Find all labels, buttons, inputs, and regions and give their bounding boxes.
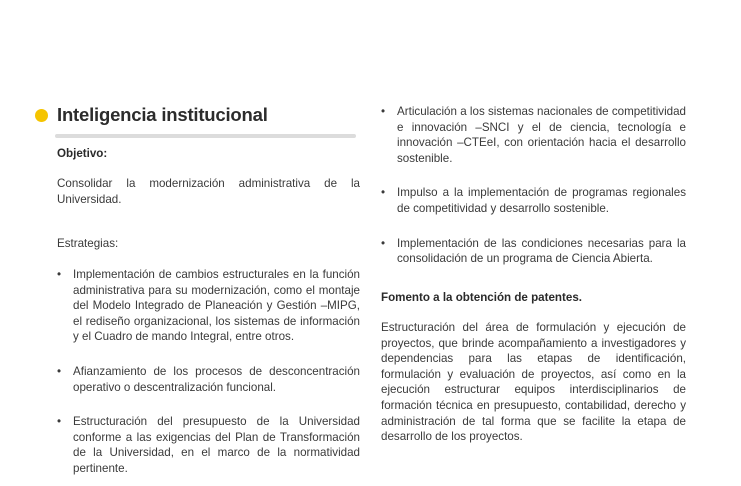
list-item (57, 414, 360, 476)
list-item (381, 185, 686, 216)
section-heading (35, 104, 268, 126)
list-item (381, 236, 686, 267)
bullet-dot-icon (35, 109, 48, 122)
list-item-text: Estructuración del presupuesto de la Universidad conforme a las exigencias del Plan de Transformación de la Universidad, en el marco de la normatividad pertinente. (73, 415, 360, 475)
patents-label: Fomento a la obtención de patentes. (381, 291, 582, 304)
list-item-text: Afianzamiento de los procesos de desconcentración operativo o descentralización funcional. (73, 364, 360, 394)
strategies-list-continued (381, 104, 686, 267)
list-item-text: Implementación de las condiciones necesarias para la consolidación de un programa de Ciencia Abierta. (397, 236, 686, 266)
section-title: Inteligencia institucional (57, 104, 268, 125)
patents-text: Estructuración del área de formulación y ejecución de proyectos, que brinde acompañamiento a investigadores y dependencias para las etapas de identificación, formulación y evaluación de proyectos, así como en la ejecución estructurar equipos interdisciplinarios de formación técnica en presupuesto, contabilidad, derecho y administración de tal forma que se facilite la etapa de desarrollo de los proyectos. (381, 321, 686, 444)
objective-label: Objetivo: (57, 147, 108, 160)
section-underline (55, 134, 356, 138)
bullet-icon: • (57, 364, 62, 378)
list-item (57, 364, 360, 395)
bullet-icon: • (57, 415, 62, 429)
strategies-label: Estrategias: (57, 237, 119, 250)
list-item (381, 104, 686, 166)
bullet-icon: • (57, 268, 62, 281)
bullet-icon: • (381, 236, 386, 250)
bullet-icon: • (381, 186, 386, 200)
list-item-text: Articulación a los sistemas nacionales de competitividad e innovación –SNCI y el de ciencia, tecnología e innovación –CTEeI, con orientación hacia el desarrollo sostenible. (397, 105, 686, 165)
list-item (57, 267, 360, 345)
objective-text: Consolidar la modernización administrativa de la Universidad. (57, 177, 360, 206)
list-item-text: Implementación de cambios estructurales en la función administrativa para su modernización, como el montaje del Modelo Integrado de Planeación y Gestión –MIPG, el rediseño organizacional, los sistemas de información y el Cuadro de mando Integral, entre otros. (73, 268, 360, 344)
list-item-text: Impulso a la implementación de programas regionales de competitividad y desarrollo sostenible. (397, 186, 686, 215)
strategies-list (57, 267, 360, 477)
bullet-icon: • (381, 105, 386, 118)
